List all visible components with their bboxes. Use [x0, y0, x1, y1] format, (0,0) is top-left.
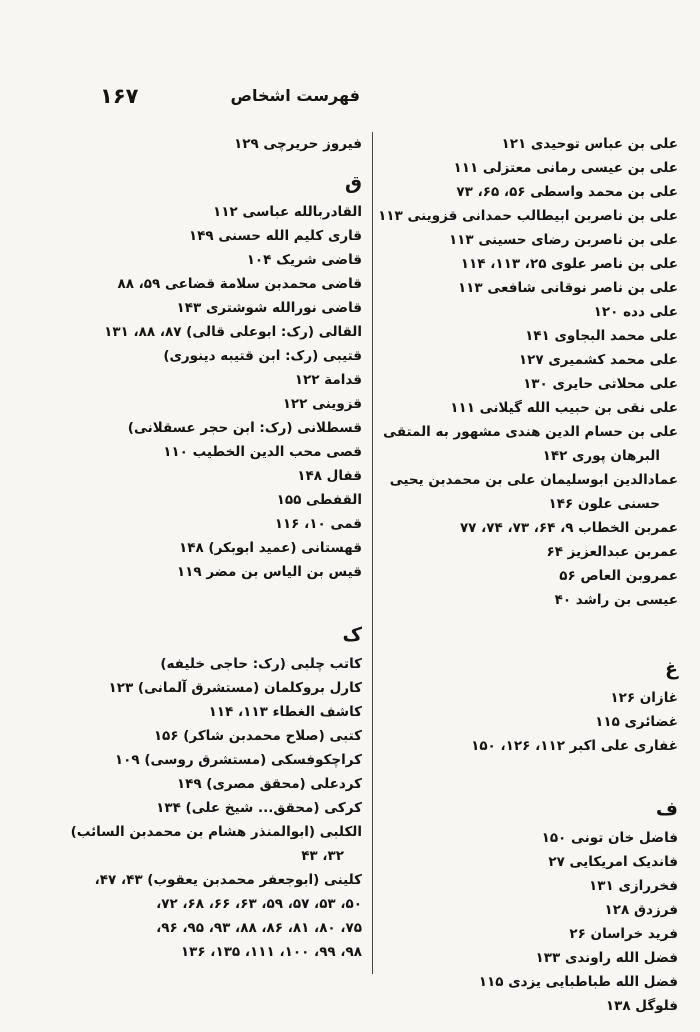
index-entry: علی بن عباس توحیدی ۱۲۱ — [501, 136, 678, 152]
index-entry: قفال ۱۴۸ — [297, 468, 362, 484]
index-entry: قدامة ۱۲۲ — [294, 372, 362, 388]
section-letter-heading: ف — [655, 798, 678, 820]
index-entry: عیسی بن راشد ۴۰ — [554, 592, 678, 608]
index-column-left — [70, 132, 362, 964]
index-entry: قاضی شریک ۱۰۴ — [246, 252, 362, 268]
index-entry-continuation: ۳۲، ۴۳ — [301, 848, 344, 864]
index-entry: القفطی ۱۵۵ — [276, 492, 362, 508]
index-entry: علی محلاتی حایری ۱۳۰ — [523, 376, 678, 392]
index-entry: الکلبی (ابوالمنذر هشام بن محمدبن السائب) — [70, 824, 362, 840]
index-entry: علی بن ناصر علوی ۲۵، ۱۱۳، ۱۱۴ — [460, 256, 678, 272]
index-entry: علی نقی بن حبیب الله گیلانی ۱۱۱ — [450, 400, 678, 416]
index-entry: فاضل خان تونی ۱۵۰ — [541, 830, 678, 846]
index-entry: علی بن محمد واسطی ۵۶، ۶۵، ۷۳ — [456, 184, 678, 200]
index-entry-continuation: ۹۸، ۹۹، ۱۰۰، ۱۱۱، ۱۳۵، ۱۳۶ — [180, 944, 362, 960]
index-entry-continuation: البرهان پوری ۱۴۲ — [542, 448, 660, 464]
index-entry: غضائری ۱۱۵ — [595, 714, 678, 730]
index-entry: القالی (رک: ابوعلی قالی) ۸۷، ۸۸، ۱۳۱ — [104, 324, 362, 340]
index-entry: قهستانی (عمید ابوبکر) ۱۴۸ — [178, 540, 362, 556]
index-entry: غفاری علی اکبر ۱۱۲، ۱۲۶، ۱۵۰ — [471, 738, 678, 754]
section-letter-heading: ک — [342, 624, 362, 646]
index-entry: فضل الله راوندی ۱۳۳ — [535, 950, 678, 966]
index-entry: علی دده ۱۲۰ — [593, 304, 678, 320]
index-entry: کارل بروکلمان (مستشرق آلمانی) ۱۲۳ — [108, 680, 362, 696]
index-entry: فاندیک امریکایی ۲۷ — [548, 854, 678, 870]
index-entry: علی بن ناصربن رضای حسینی ۱۱۳ — [448, 232, 678, 248]
index-entry-continuation: ۵۰، ۵۳، ۵۷، ۵۹، ۶۳، ۶۶، ۶۸، ۷۲، — [156, 896, 362, 912]
index-entry: کاشف الغطاء ۱۱۳، ۱۱۴ — [208, 704, 362, 720]
page-title: فهرست اشخاص — [230, 86, 360, 105]
index-column-right — [378, 132, 678, 1018]
index-entry: کاتب چلبی (رک: حاجی خلیفه) — [160, 656, 362, 672]
section-letter-heading: غ — [665, 658, 678, 680]
index-entry: علی بن ناصربن ابیطالب حمدانی قزوینی ۱۱۳ — [378, 208, 678, 224]
index-entry: کتبی (صلاح محمدبن شاکر) ۱۵۶ — [153, 728, 362, 744]
index-entry-continuation: ۷۵، ۸۰، ۸۱، ۸۶، ۸۸، ۹۳، ۹۵، ۹۶، — [156, 920, 362, 936]
index-entry: کلینی (ابوجعفر محمدبن یعقوب) ۴۳، ۴۷، — [94, 872, 362, 888]
index-entry: غازان ۱۲۶ — [610, 690, 678, 706]
section-letter-heading: ق — [345, 172, 362, 194]
index-entry: علی محمد البجاوی ۱۴۱ — [525, 328, 678, 344]
index-entry: علی بن عیسی رمانی معتزلی ۱۱۱ — [453, 160, 678, 176]
index-entry: کراچکوفسکی (مستشرق روسی) ۱۰۹ — [114, 752, 362, 768]
index-entry: عمربن الخطاب ۹، ۶۴، ۷۳، ۷۴، ۷۷ — [459, 520, 678, 536]
index-entry: علی بن حسام الدین هندی مشهور به المتقی — [383, 424, 678, 440]
index-entry: علی بن ناصر نوقانی شافعی ۱۱۳ — [457, 280, 678, 296]
index-entry: عمروبن العاص ۵۶ — [559, 568, 678, 584]
index-entry: قسطلانی (رک: ابن حجر عسقلانی) — [127, 420, 362, 436]
index-entry: کرکی (محقق... شیخ علی) ۱۳۴ — [156, 800, 362, 816]
index-entry: قزوینی ۱۲۲ — [282, 396, 362, 412]
index-entry: فرزدق ۱۲۸ — [604, 902, 678, 918]
index-entry: فخررازی ۱۳۱ — [589, 878, 678, 894]
index-entry: کردعلی (محقق مصری) ۱۴۹ — [176, 776, 362, 792]
index-entry: علی محمد کشمیری ۱۲۷ — [518, 352, 678, 368]
index-entry: قصی محب الدین الخطیب ۱۱۰ — [163, 444, 362, 460]
index-entry: فیروز حریرچی ۱۲۹ — [233, 136, 362, 152]
index-entry: قاری کلیم الله حسنی ۱۴۹ — [188, 228, 362, 244]
index-entry: قتیبی (رک: ابن قتیبه دینوری) — [163, 348, 362, 364]
page-number: ۱۶۷ — [100, 84, 139, 108]
index-entry: عمربن عبدالعزیز ۶۴ — [546, 544, 678, 560]
index-entry: عمادالدین ابوسلیمان علی بن محمدبن یحیی — [389, 472, 678, 488]
index-entry: فرید خراسان ۲۶ — [569, 926, 678, 942]
index-entry: فضل الله طباطبایی یزدی ۱۱۵ — [478, 974, 678, 990]
index-entry: فلوگل ۱۳۸ — [605, 998, 678, 1014]
index-entry-continuation: حسنی علون ۱۴۶ — [548, 496, 660, 512]
index-entry: قاضی محمدبن سلامة قضاعی ۵۹، ۸۸ — [117, 276, 362, 292]
index-entry: القادربالله عباسی ۱۱۲ — [213, 204, 362, 220]
index-entry: قاضی نورالله شوشتری ۱۴۳ — [176, 300, 362, 316]
index-entry: قمی ۱۰، ۱۱۶ — [274, 516, 362, 532]
index-entry: قیس بن الیاس بن مضر ۱۱۹ — [176, 564, 362, 580]
column-divider — [372, 132, 373, 974]
